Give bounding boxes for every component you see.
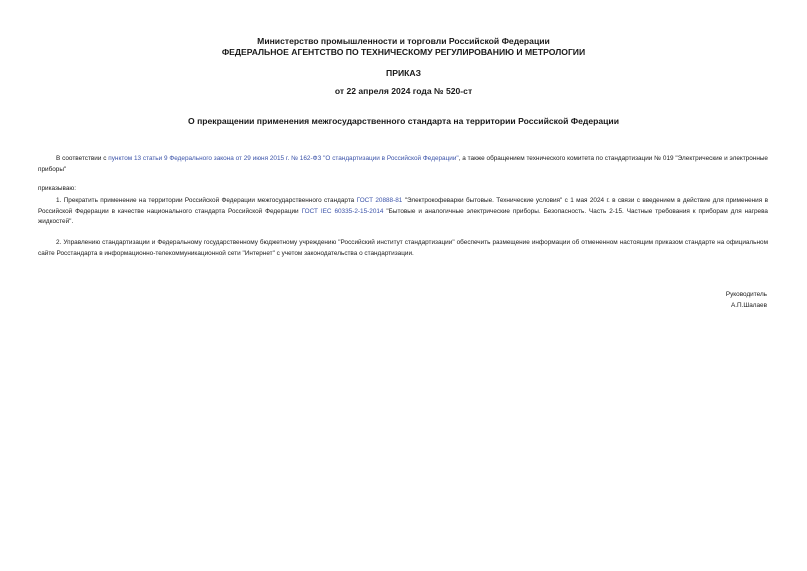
order-title: ПРИКАЗ <box>386 68 421 78</box>
ministry-name: Министерство промышленности и торговли Российской Федерации <box>257 36 550 46</box>
agency-name: ФЕДЕРАЛЬНОЕ АГЕНТСТВО ПО ТЕХНИЧЕСКОМУ РЕГУЛИРОВАНИЮ И МЕТРОЛОГИИ <box>221 46 586 57</box>
signature-role: Руководитель <box>725 291 767 298</box>
signature-block <box>726 290 767 311</box>
order-date: от 22 апреля 2024 года № 520-ст <box>334 86 473 96</box>
p1-suffix: , а также обращением технического комитета по стандартизации № 019 "Электрические и электронные приборы" <box>38 155 768 173</box>
paragraph-basis <box>38 154 768 175</box>
signature-name: А.П.Шалаев <box>730 301 767 309</box>
document-header <box>0 36 807 57</box>
p2-part2: "Электрокофеварки бытовые. Технические условия" с 1 мая 2024 г. в связи с введением в действие для применения в Российской Федерации в качестве национального стандарта Российской Федерации <box>38 197 768 215</box>
prikazyvayu-text: приказываю: <box>38 185 76 192</box>
gost-iec-60335-link[interactable]: ГОСТ IEC 60335-2-15-2014 <box>301 207 384 215</box>
p1-prefix: В соответствии с <box>56 155 109 162</box>
paragraph-item-2: 2. Управлению стандартизации и Федеральному государственному бюджетному учреждению "Российский институт стандартизации" обеспечить размещение информации об отмененном настоящим приказом стандарте на официальном сайте Росстандарта в информационно-телекоммуникационной сети "Интернет" с учетом законодательства о стандартизации. <box>38 239 768 257</box>
p2-part3: "Бытовые и аналогичные электрические приборы. Безопасность. Часть 2-15. Частные требования к приборам для нагрева жидкостей". <box>38 207 768 226</box>
paragraph-item-1 <box>38 196 768 228</box>
gost-20888-link[interactable]: ГОСТ 20888-81 <box>356 197 403 204</box>
p2-part1: 1. Прекратить применение на территории Российской Федерации межгосударственного стандарта <box>56 197 357 204</box>
law-link[interactable]: пунктом 13 статьи 9 Федерального закона от 29 июня 2015 г. № 162-ФЗ "О стандартизации в Российской Федерации" <box>108 155 459 162</box>
order-subject: О прекращении применения межгосударственного стандарта на территории Российской Федерации <box>188 116 619 126</box>
